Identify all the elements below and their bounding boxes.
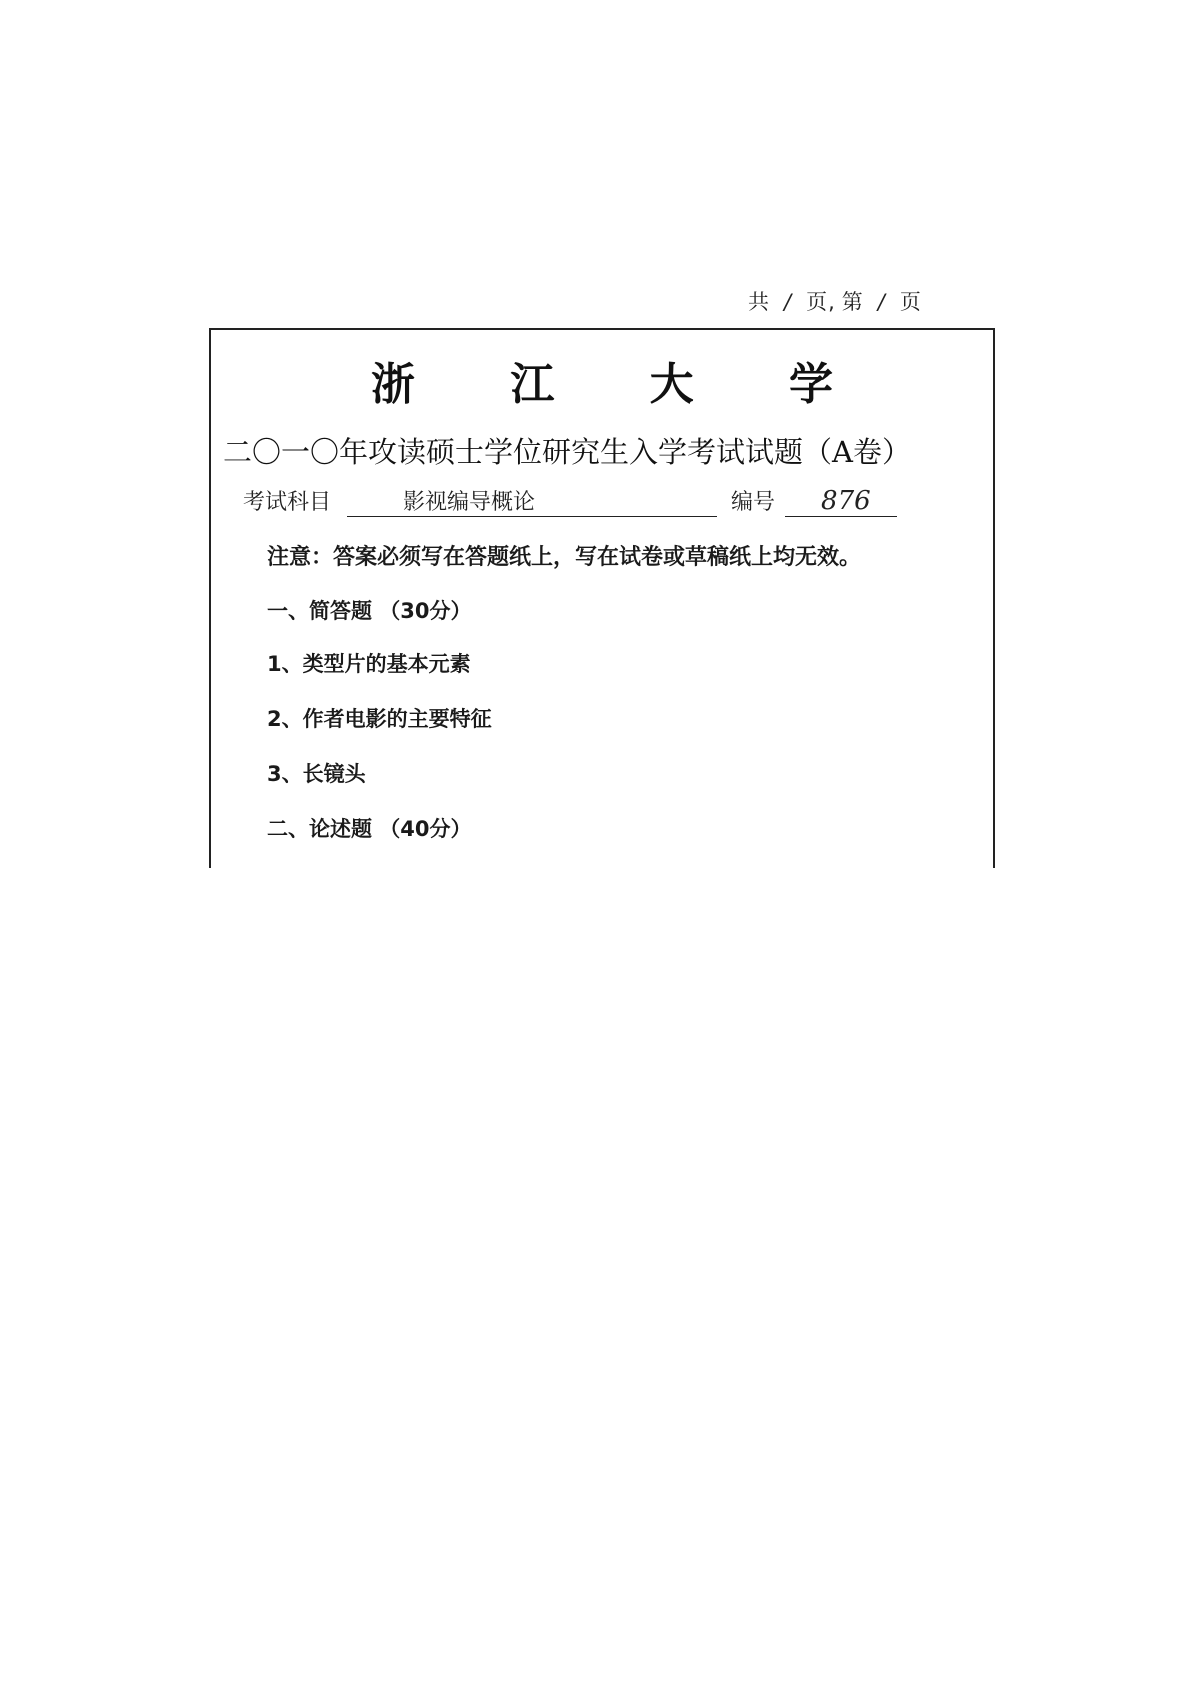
university-title: 浙 江 大 学: [371, 359, 873, 410]
question-item: 1、类型片的基本元素: [267, 652, 471, 676]
subject-value: 影视编导概论: [347, 485, 717, 517]
current-slash: /: [877, 290, 886, 314]
notice: 注意：答案必须写在答题纸上，写在试卷或草稿纸上均无效。: [267, 545, 862, 570]
page-separator: ,: [828, 290, 836, 314]
section-short-answer: 一、简答题 （30分）: [267, 599, 472, 623]
current-label: 第: [841, 290, 864, 314]
total-slash: /: [784, 290, 793, 314]
question-item: 2、作者电影的主要特征: [267, 707, 492, 731]
exam-frame: [209, 328, 995, 868]
code-value: 876: [785, 486, 897, 517]
code-label: 编号: [731, 490, 776, 515]
page-label-mid: 页: [806, 290, 829, 314]
page-label-end: 页: [899, 290, 922, 314]
page-count-header: [748, 286, 922, 316]
exam-heading: 二〇一〇年攻读硕士学位研究生入学考试试题（A卷）: [223, 435, 911, 469]
subject-row: [243, 485, 897, 517]
total-label: 共: [748, 290, 770, 314]
question-item: 3、长镜头: [267, 762, 366, 786]
section-essay: 二、论述题 （40分）: [267, 817, 472, 841]
subject-label: 考试科目: [243, 490, 332, 515]
